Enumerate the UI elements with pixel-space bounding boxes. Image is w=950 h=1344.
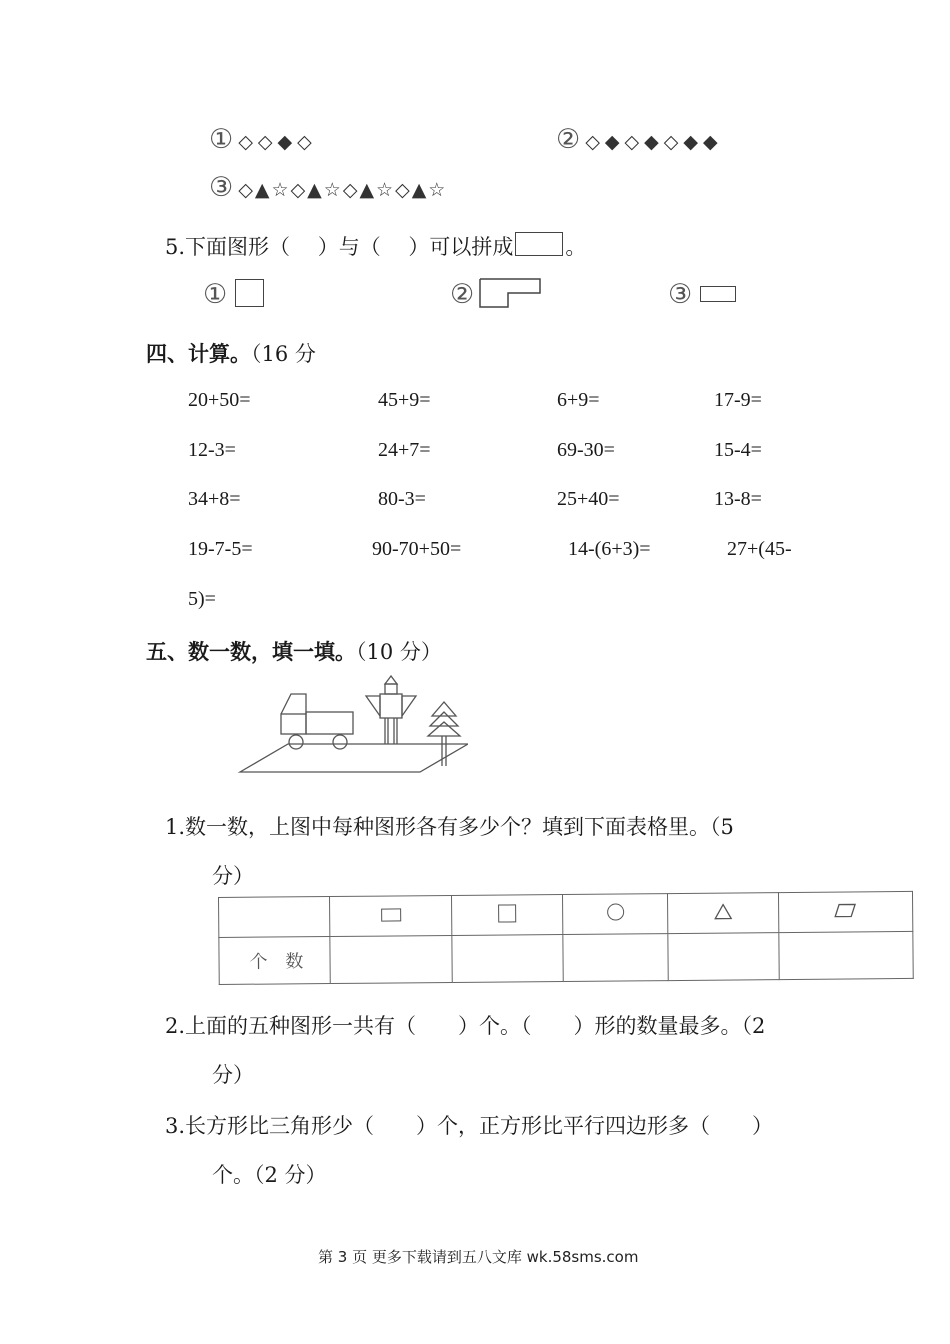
calc-2-2: 24+7=: [378, 439, 431, 461]
parallelogram-icon: [835, 903, 857, 917]
pattern-3: [209, 172, 447, 203]
calc-2-1: 12-3=: [188, 439, 236, 461]
calc-3-3: 25+40=: [557, 488, 620, 510]
header-parallelogram-cell: [778, 891, 912, 932]
triangle-icon: [714, 903, 732, 919]
section-5-heading: [146, 636, 442, 666]
section-5-points: （10 分）: [356, 640, 442, 664]
count-circle-cell[interactable]: [563, 934, 668, 982]
calc-1-2: 45+9=: [378, 389, 431, 411]
header-triangle-cell: [668, 893, 779, 934]
calc-4-4: 27+(45-: [727, 538, 792, 560]
option-1-square: [235, 279, 264, 307]
calc-2-4: 15-4=: [714, 439, 762, 461]
question-5-3-line-2: 个。（2 分）: [212, 1163, 327, 1187]
header-square-cell: [452, 894, 563, 935]
section-4-title: 四、计算。: [146, 341, 251, 366]
pattern-1-shapes: ◇◇◆◇: [238, 131, 317, 153]
question-5-1-line-1: 1.数一数，上图中每种图形各有多少个？填到下面表格里。（5: [165, 815, 734, 839]
pattern-1: [209, 124, 317, 155]
pattern-2-shapes: ◇◆◇◆◇◆◆: [585, 131, 723, 153]
pattern-3-shapes: ◇▲☆◇▲☆◇▲☆◇▲☆: [238, 179, 448, 201]
table-count-row: [219, 931, 913, 984]
question-5-2-line-1: 2.上面的五种图形一共有（ ）个。（ ）形的数量最多。（2: [165, 1014, 766, 1038]
calc-1-1: 20+50=: [188, 389, 251, 411]
question-5-text: 5.下面图形（ ）与（ ）可以拼成: [165, 235, 514, 259]
pattern-2: [556, 124, 723, 155]
square-icon: [498, 904, 516, 922]
count-row-label: 个 数: [219, 937, 330, 985]
section-4-points: （16 分: [251, 342, 316, 366]
calc-4-4-wrap: 5)=: [188, 588, 216, 610]
rectangle-icon: [381, 908, 401, 921]
option-2-number: ②: [450, 279, 475, 310]
pattern-3-number: ③: [209, 172, 234, 203]
pattern-2-number: ②: [556, 124, 581, 155]
section-4-heading: [146, 338, 316, 368]
calc-4-1: 19-7-5=: [188, 538, 253, 560]
pattern-1-number: ①: [209, 124, 234, 155]
option-1-number: ①: [203, 279, 228, 310]
circle-icon: [607, 903, 624, 920]
question-5-3-line-1: 3.长方形比三角形少（ ）个，正方形比平行四边形多（ ）: [165, 1114, 774, 1138]
calc-4-3: 14-(6+3)=: [568, 538, 651, 560]
calc-3-1: 34+8=: [188, 488, 241, 510]
calc-3-2: 80-3=: [378, 488, 426, 510]
option-3-rectangle: [700, 286, 736, 302]
count-parallelogram-cell[interactable]: [779, 931, 914, 979]
table-corner-cell: [219, 897, 330, 938]
calc-2-3: 69-30=: [557, 439, 615, 461]
table-header-row: [219, 891, 913, 937]
question-5: [165, 231, 586, 261]
target-rectangle: [515, 232, 563, 256]
header-rectangle-cell: [330, 895, 453, 936]
calc-4-2: 90-70+50=: [372, 538, 462, 560]
question-5-2-line-2: 分）: [212, 1063, 254, 1087]
section-5-title: 五、数一数，填一填。: [146, 639, 356, 664]
option-2-l-shape: [478, 277, 542, 309]
header-circle-cell: [563, 894, 668, 935]
calc-3-4: 13-8=: [714, 488, 762, 510]
count-rectangle-cell[interactable]: [330, 935, 453, 983]
calc-1-3: 6+9=: [557, 389, 600, 411]
question-5-end: 。: [565, 235, 587, 259]
count-square-cell[interactable]: [452, 935, 563, 983]
page-footer: 第 3 页 更多下载请到五八文库 wk.58sms.com: [318, 1248, 639, 1266]
shape-count-table: [218, 891, 914, 985]
option-3-number: ③: [668, 279, 693, 310]
question-5-1-line-2: 分）: [212, 864, 254, 888]
shape-scene-illustration: [236, 672, 468, 776]
calc-1-4: 17-9=: [714, 389, 762, 411]
count-triangle-cell[interactable]: [668, 933, 779, 981]
